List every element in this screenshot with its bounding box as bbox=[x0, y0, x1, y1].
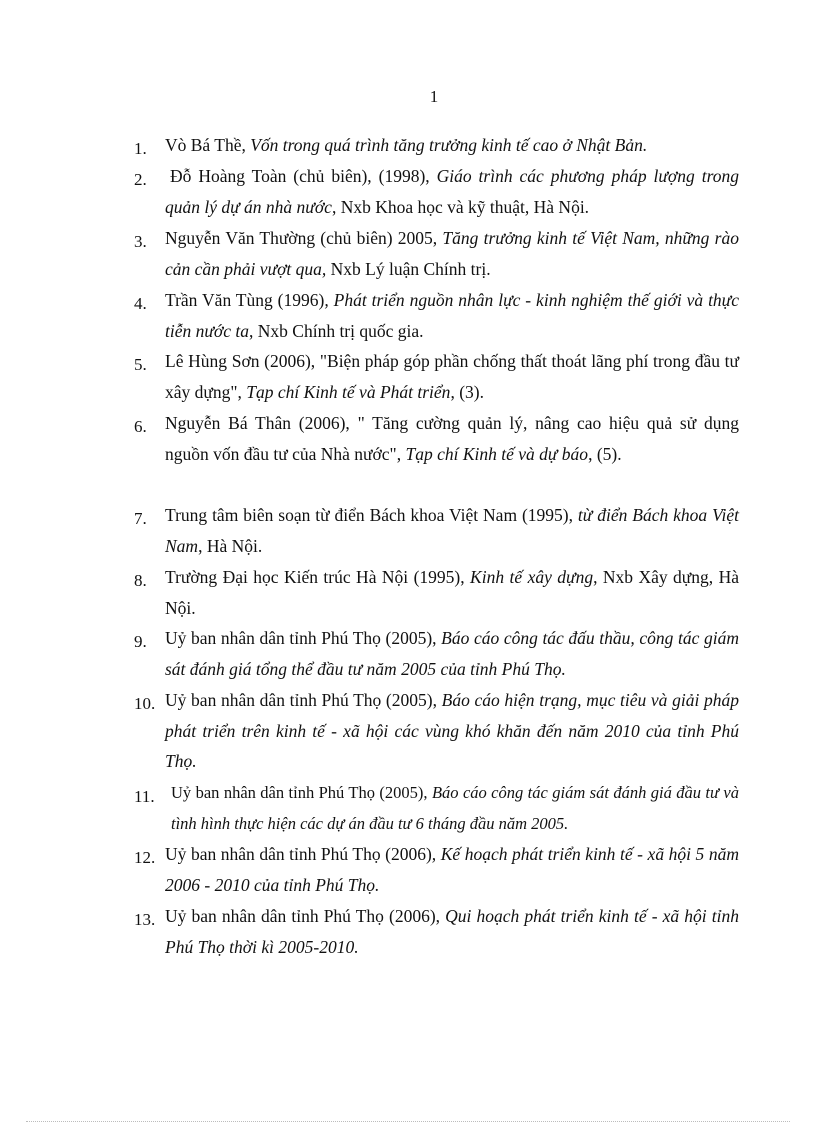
reference-publisher: , (5). bbox=[588, 443, 622, 464]
reference-author: Uỷ ban nhân dân tỉnh Phú Thọ (2005), bbox=[165, 628, 442, 648]
reference-title: , Kế hoạch phát triển kinh tế - xã hội 5 năm 2006 - 2010 của tỉnh Phú Thọ. bbox=[165, 844, 739, 895]
reference-text bbox=[165, 408, 739, 469]
reference-text bbox=[171, 778, 739, 839]
reference-number: 2. bbox=[134, 170, 147, 189]
reference-text bbox=[165, 623, 739, 684]
reference-author: Trần Văn Tùng (1996) bbox=[165, 290, 325, 310]
reference-text bbox=[165, 839, 739, 900]
reference-title: Tăng trưởng kinh tế Việt Nam, những rào cản cần phải vượt qua, bbox=[165, 228, 739, 279]
reference-publisher: , Hà Nội. bbox=[198, 535, 263, 556]
reference-number: 5. bbox=[134, 355, 147, 374]
reference-number: 13. bbox=[134, 910, 156, 929]
reference-title: Giáo trình các phương pháp lượng trong quản lý dự án nhà nước bbox=[165, 166, 739, 217]
reference-text bbox=[165, 901, 739, 962]
reference-publisher: , Nxb Xây dựng, Hà Nội. bbox=[165, 567, 740, 618]
reference-title: Tạp chí Kinh tế và dự báo bbox=[405, 443, 589, 464]
reference-author: Nguyễn Bá Thân (2006), " Tăng cường quản lý, nâng cao hiệu quả sử dụng nguồn vốn đầu tư của Nhà nước", bbox=[165, 413, 739, 464]
reference-publisher: , (3). bbox=[450, 381, 484, 402]
reference-title: Qui hoạch phát triển kinh tế - xã hội tỉnh Phú Thọ thời kì 2005-2010. bbox=[165, 906, 739, 957]
reference-title: Báo cáo công tác giám sát đánh giá đầu tư và tình hình thực hiện các dự án đầu tư 6 tháng đầu năm 2005. bbox=[171, 783, 739, 833]
reference-number: 4. bbox=[134, 294, 147, 313]
reference-author: Đỗ Hoàng Toàn (chủ biên), (1998), bbox=[170, 166, 437, 186]
reference-author: Nguyễn Văn Thường (chủ biên) 2005, bbox=[165, 228, 443, 248]
reference-text bbox=[165, 285, 739, 346]
reference-number: 6. bbox=[134, 417, 147, 436]
reference-author: Uỷ ban nhân dân tỉnh Phú Thọ (2005), bbox=[171, 783, 432, 802]
reference-number: 7. bbox=[134, 509, 147, 528]
reference-title: Vốn trong quá trình tăng trưởng kinh tế cao ở Nhật Bản. bbox=[250, 135, 648, 155]
reference-number: 8. bbox=[134, 571, 147, 590]
reference-author: Lê Hùng Sơn (2006), "Biện pháp góp phần chống thất thoát lãng phí trong đầu tư xây dựng", bbox=[165, 351, 739, 402]
reference-text bbox=[165, 685, 739, 777]
reference-number: 10. bbox=[134, 694, 156, 713]
reference-author: Trường Đại học Kiến trúc Hà Nội (1995), bbox=[165, 567, 471, 587]
reference-title: Tạp chí Kinh tế và Phát triển bbox=[246, 381, 451, 402]
reference-publisher: , Nxb Khoa học và kỹ thuật, Hà Nội. bbox=[331, 196, 590, 217]
reference-text bbox=[165, 346, 739, 407]
reference-author: Uỷ ban nhân dân tỉnh Phú Thọ (2006) bbox=[165, 844, 432, 864]
reference-text bbox=[165, 130, 739, 161]
reference-publisher: , Nxb Chính trị quốc gia. bbox=[249, 320, 424, 341]
reference-author: Uỷ ban nhân dân tỉnh Phú Thọ (2005), bbox=[165, 690, 442, 710]
page-bottom-divider bbox=[26, 1121, 790, 1122]
reference-number: 3. bbox=[134, 232, 147, 251]
reference-text bbox=[165, 161, 739, 222]
reference-text bbox=[165, 500, 739, 561]
reference-number: 1. bbox=[134, 139, 147, 158]
reference-author: Uỷ ban nhân dân tỉnh Phú Thọ (2006), bbox=[165, 906, 446, 926]
reference-publisher: Nxb Lý luận Chính trị. bbox=[326, 258, 491, 279]
reference-number: 9. bbox=[134, 632, 147, 651]
reference-number: 12. bbox=[134, 848, 156, 867]
reference-title: Kinh tế xây dựng bbox=[470, 567, 594, 587]
reference-author: Trung tâm biên soạn từ điển Bách khoa Việt Nam (1995), bbox=[165, 505, 578, 525]
reference-text bbox=[165, 562, 739, 623]
reference-number: 11. bbox=[134, 787, 155, 806]
reference-title: Báo cáo hiện trạng, mục tiêu và giải pháp phát triển trên kinh tế - xã hội các vùng khó khăn đến năm 2010 của tỉnh Phú Thọ. bbox=[165, 690, 739, 771]
reference-text bbox=[165, 223, 739, 284]
reference-title: Báo cáo công tác đấu thầu, công tác giám sát đánh giá tổng thể đầu tư năm 2005 của tỉnh Phú Thọ. bbox=[165, 628, 739, 679]
page-number: 1 bbox=[429, 87, 439, 106]
reference-title: từ điển Bách khoa Việt Nam bbox=[165, 505, 739, 556]
reference-author: Vò Bá Thề, bbox=[165, 135, 251, 155]
reference-title: , Phát triển nguồn nhân lực - kinh nghiệm thế giới và thực tiễn nước ta bbox=[165, 290, 739, 341]
